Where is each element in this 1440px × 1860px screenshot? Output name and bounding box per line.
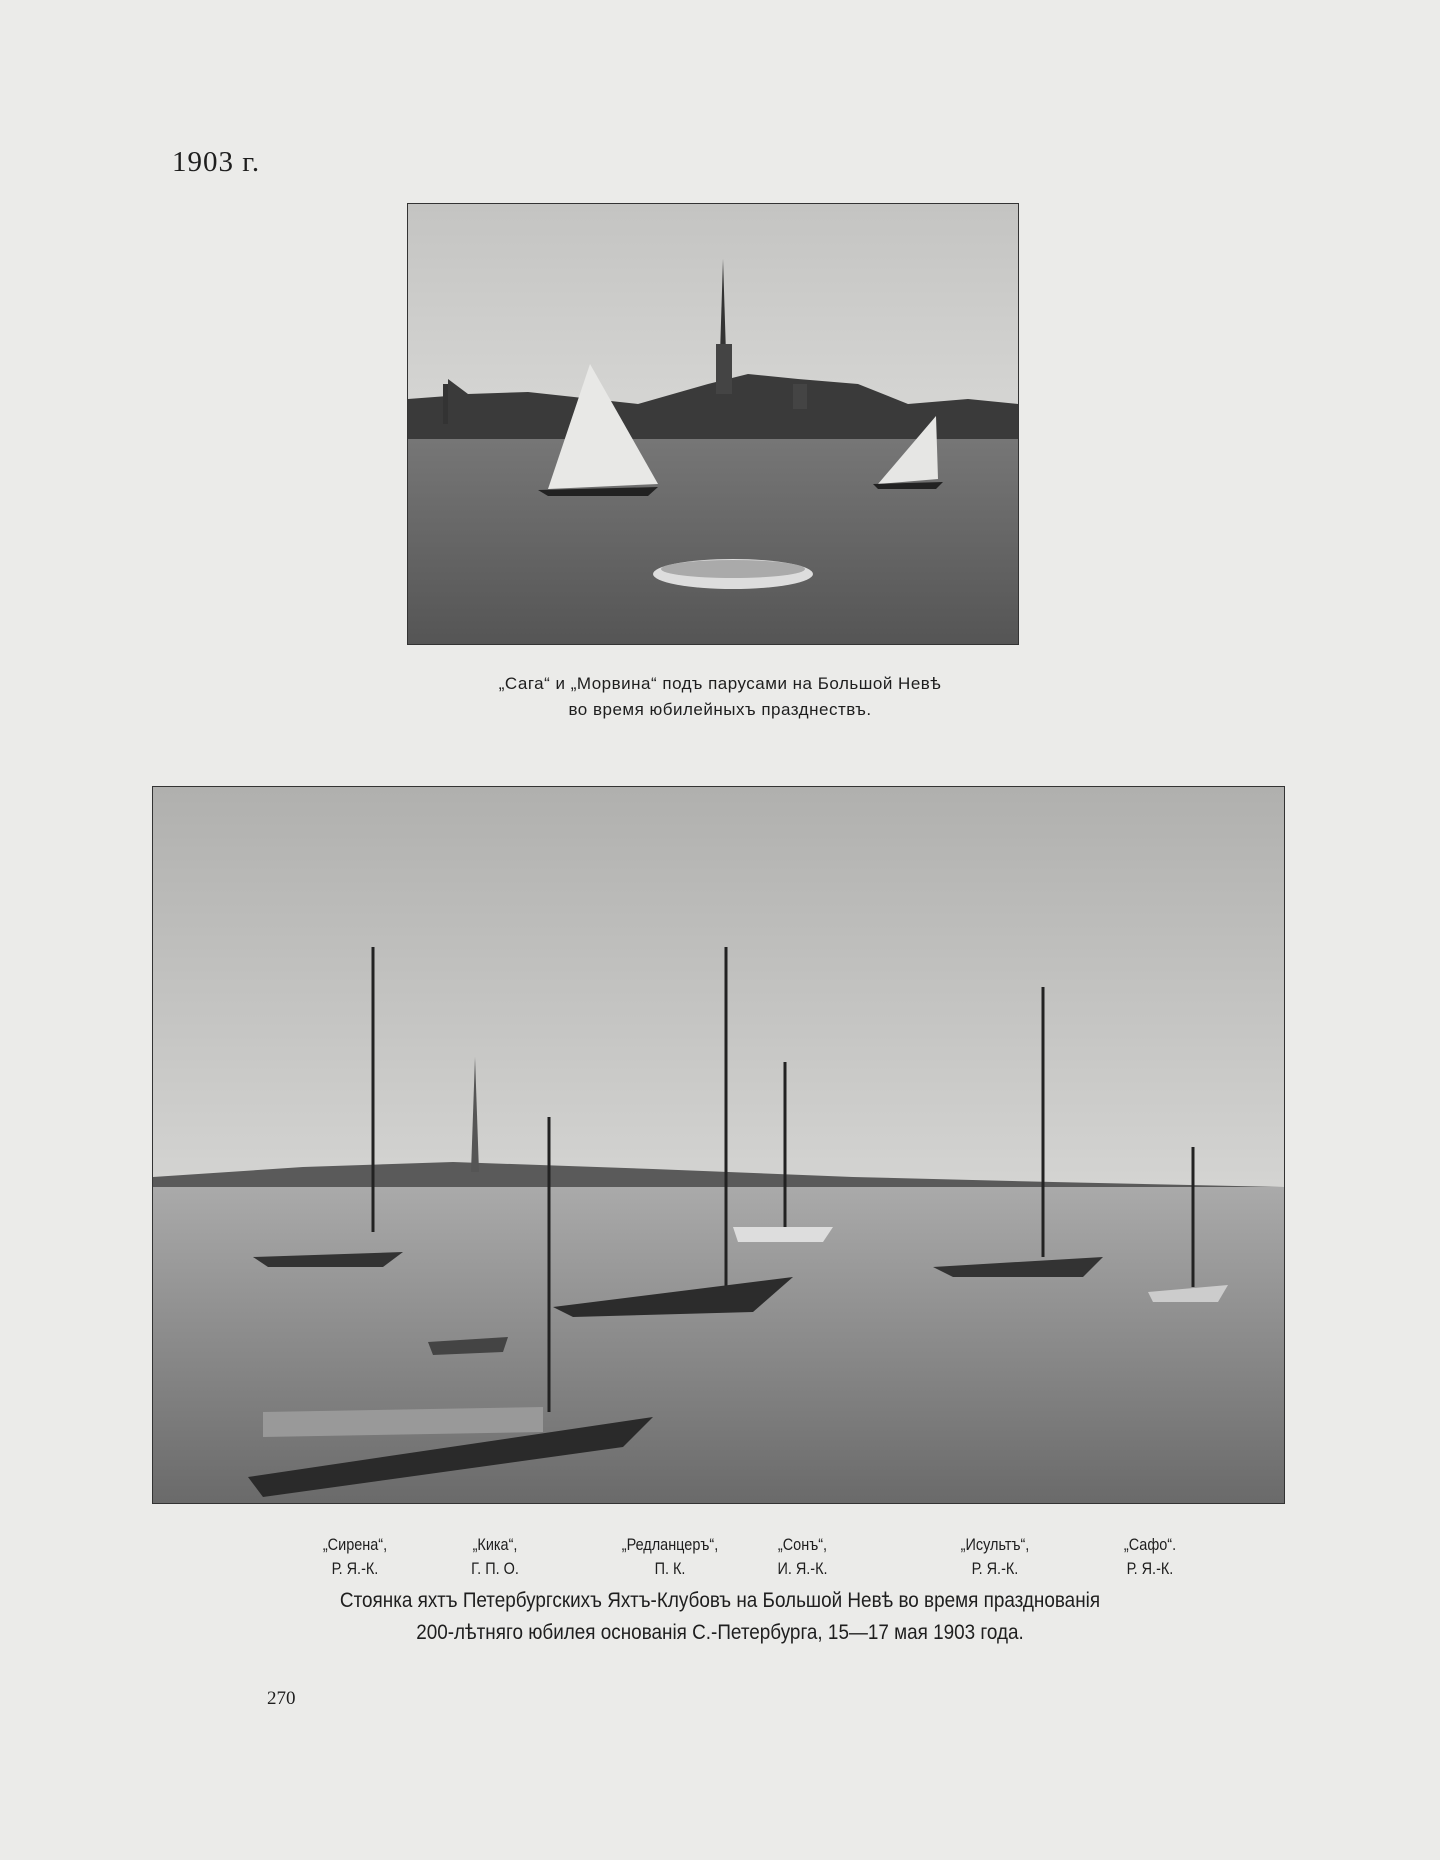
photo-yacht-anchorage bbox=[152, 786, 1285, 1504]
yacht-name: „Сонъ“, bbox=[777, 1535, 828, 1554]
yacht-label bbox=[762, 1533, 843, 1581]
photo1-caption-line2: во время юбилейныхъ празднествъ. bbox=[568, 700, 872, 719]
page-header-year: 1903 г. bbox=[172, 146, 261, 178]
yacht-name: „Сафо“. bbox=[1123, 1535, 1177, 1554]
yacht-club: Р. Я.-К. bbox=[1126, 1559, 1174, 1578]
yacht-label bbox=[304, 1533, 406, 1581]
yacht-club: Г. П. О. bbox=[471, 1559, 519, 1578]
yacht-name: „Редланцеръ“, bbox=[621, 1535, 719, 1554]
yacht-club: Р. Я.-К. bbox=[331, 1559, 379, 1578]
yacht-name: „Исультъ“, bbox=[960, 1535, 1030, 1554]
yacht-club: И. Я.-К. bbox=[777, 1559, 828, 1578]
photo1-caption-line1: „Сага“ и „Морвина“ подъ парусами на Большой Невѣ bbox=[498, 674, 942, 693]
photo2-caption-line2: 200-лѣтняго юбилея основанія С.-Петербурга, 15—17 мая 1903 года. bbox=[416, 1621, 1024, 1644]
yacht-label bbox=[1108, 1533, 1193, 1581]
photo-saga-morvina bbox=[407, 203, 1019, 645]
yacht-label bbox=[944, 1533, 1046, 1581]
yacht-club: П. К. bbox=[654, 1559, 686, 1578]
photo2-caption-line1: Стоянка яхтъ Петербургскихъ Яхтъ-Клубовъ на Большой Невѣ во время празднованія bbox=[339, 1589, 1101, 1612]
yacht-club: Р. Я.-К. bbox=[971, 1559, 1019, 1578]
yacht-name: „Кика“, bbox=[472, 1535, 518, 1554]
yacht-label bbox=[453, 1533, 538, 1581]
page-number: 270 bbox=[267, 1688, 296, 1709]
yacht-name: „Сирена“, bbox=[322, 1535, 388, 1554]
yacht-label bbox=[606, 1533, 734, 1581]
